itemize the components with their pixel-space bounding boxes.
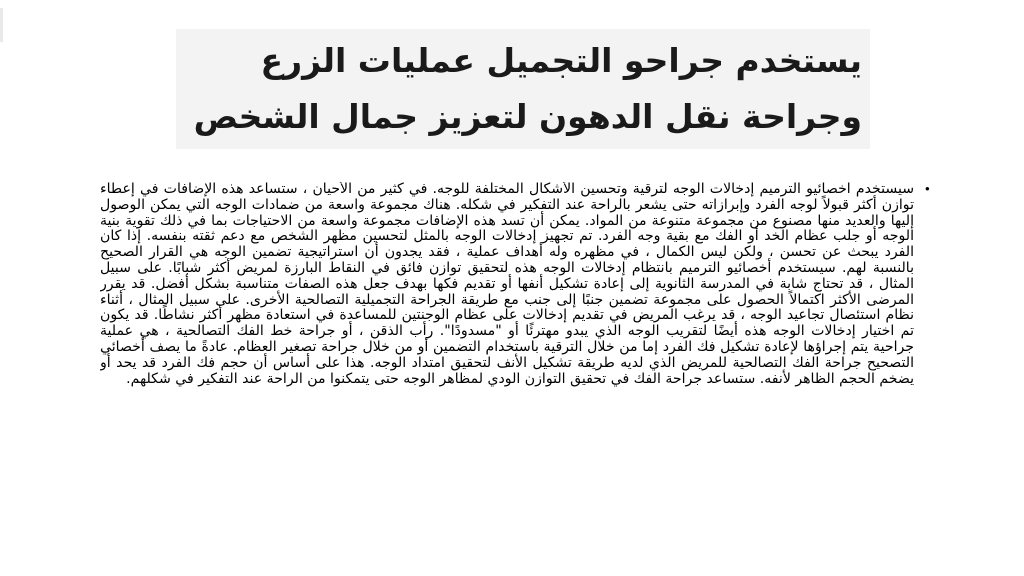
slide-edge-marker [0, 8, 3, 42]
content-placeholder [100, 182, 930, 512]
body-paragraph: سيستخدم أخصائيو الترميم إدخالات الوجه لترقية وتحسين الأشكال المختلفة للوجه. في كثير من الأحيان ، ستساعد هذه الإضافات في إعطاء توازن أكثر قبولاً لوجه الفرد وإبرازاته حتى يشعر بالراحة عند التفكير في شكله. هناك مجموعة واسعة من ضمادات الوجه التي يمكن الوصول إليها والعديد منها مصنوع من مجموعة متنوعة من المواد. يمكن أن تسد هذه الإضافات مجموعة واسعة من الاحتياجات بما في ذلك تقوية بنية الوجه أو جلب عظام الخد أو الفك مع بقية وجه الفرد. تم تجهيز إدخالات الوجه بالمثل لتحسين مظهر الشخص مع دعم ثقته بنفسه. إذا كان الفرد يبحث عن تحسن ، ولكن ليس الكمال ، في مظهره وله أهداف عملية ، فقد يجدون أن استراتيجية تضمين الوجه هي القرار الصحيح بالنسبة لهم. سيستخدم أخصائيو الترميم بانتظام إدخالات الوجه هذه لتحقيق توازن فائق في النقاط البارزة لمريض أكثر شبابًا. على سبيل المثال ، قد تحتاج شابة في المدرسة الثانوية إلى إعادة تشكيل أنفها أو تقديم فكها بهدف جعل هذه الصفات متناسبة بشكل أفضل. قد يقرر المرضى الأكثر اكتمالاً الحصول على مجموعة تضمين جنبًا إلى جنب مع طريقة الجراحة التجميلية التصالحية الأخرى. على سبيل المثال ، أثناء نظام استئصال تجاعيد الوجه ، قد يرغب المريض في تقديم إدخالات على عظام الوجنتين للمساعدة في استعادة مظهر أكثر نشاطًا. قد يكون تم اختيار إدخالات الوجه هذه أيضًا لتقريب الوجه الذي يبدو مهترئًا أو "مسدودًا". رأب الذقن ، أو جراحة خط الفك التصالحية ، هي عملية جراحية يتم إجراؤها لإعادة تشكيل فك الفرد إما من خلال الترقية باستخدام التضمين أو من خلال جراحة تصغير العظام. عادةً ما يصف أخصائي التصحيح جراحة الفك التصالحية للمريض الذي لديه طريقة تشكيل الأنف لتحقيق امتداد الوجه. هذا على أساس أن حجم فك الفرد قد يحد أو يضخم الحجم الظاهر لأنفه. ستساعد جراحة الفك في تحقيق التوازن الودي لمظاهر الوجه حتى يتمكنوا من الراحة عند التفكير في شكلهم. [100, 182, 914, 387]
slide-title: يستخدم جراحو التجميل عمليات الزرع وجراحة نقل الدهون لتعزيز جمال الشخص [193, 41, 862, 136]
bullet-marker: • [924, 182, 930, 198]
title-placeholder [176, 29, 870, 149]
